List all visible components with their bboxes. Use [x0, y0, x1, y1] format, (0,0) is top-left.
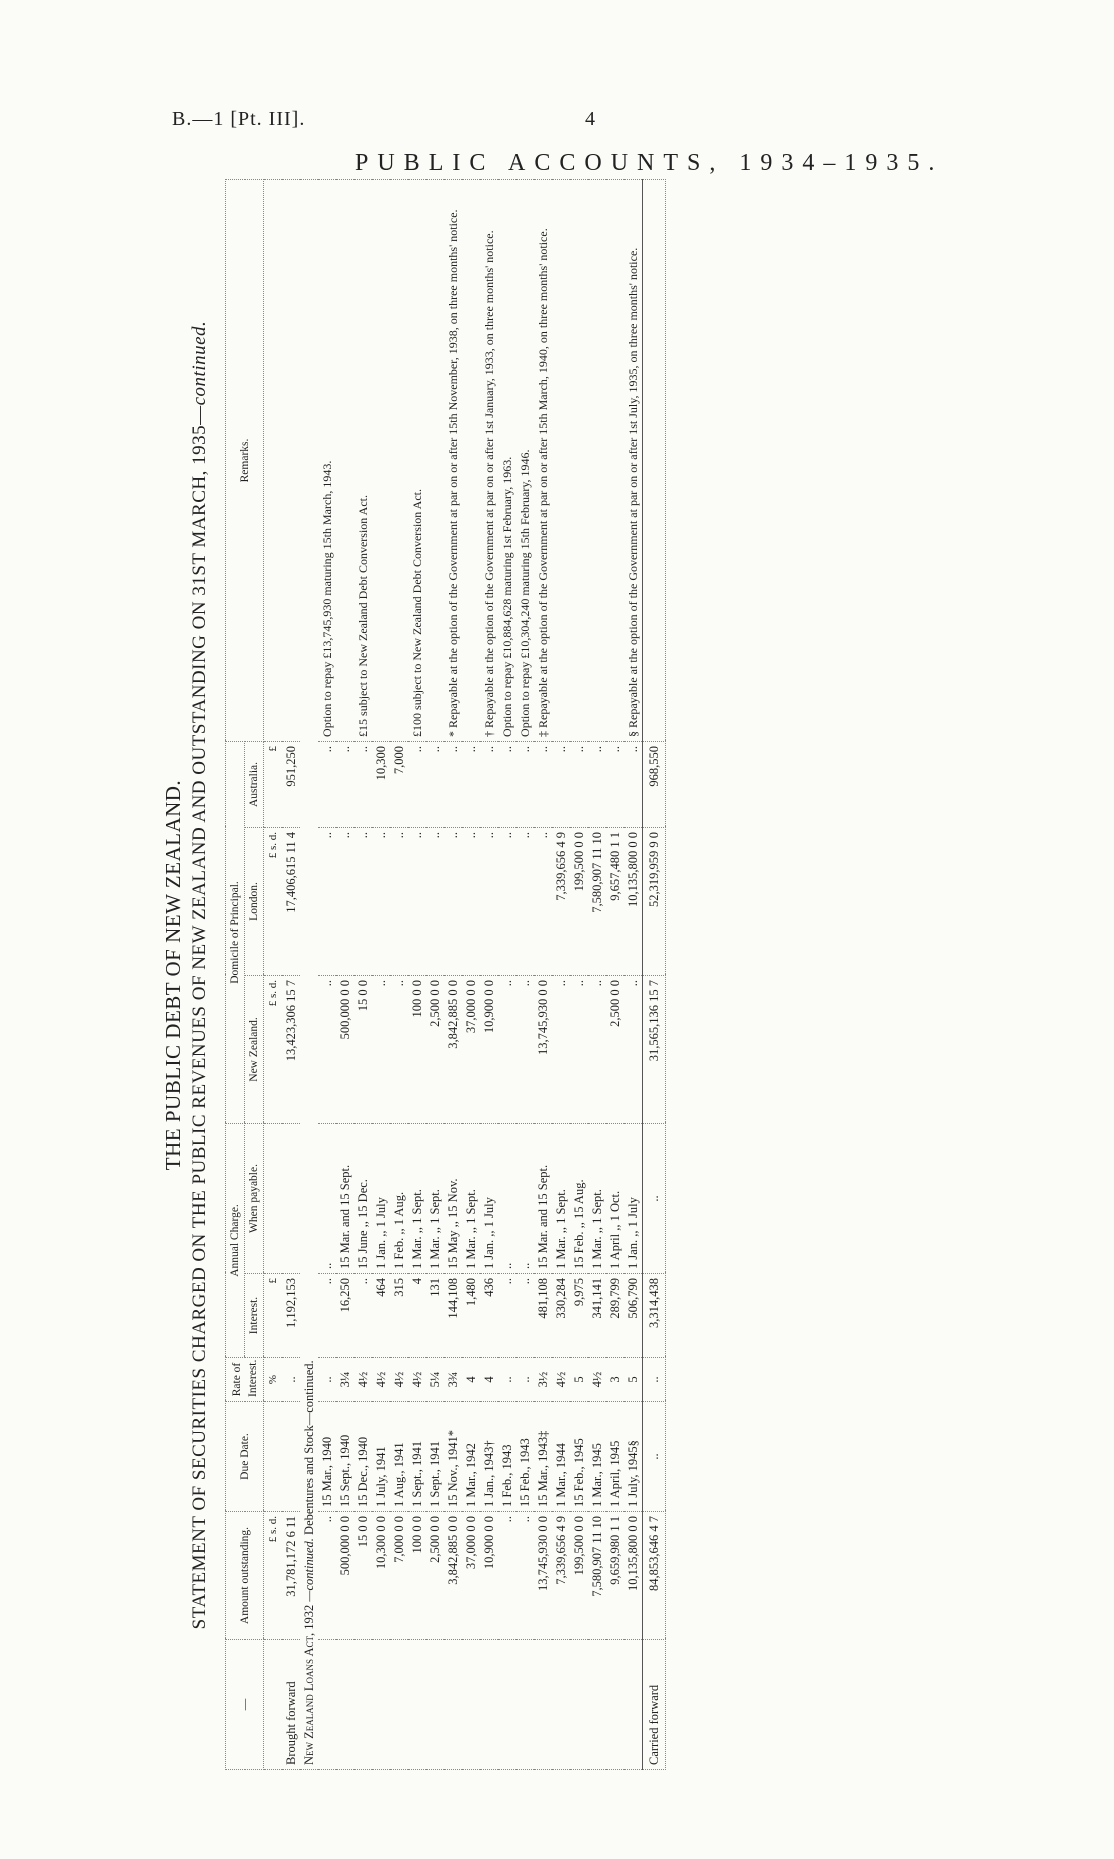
row-australia: .. [426, 741, 444, 827]
row-remark: † Repayable at the option of the Government at par on or after 1st January, 1933, on three months' notice. [480, 179, 498, 741]
act-heading-row [300, 179, 318, 1769]
row-london: .. [390, 827, 408, 975]
carried-forward-london: 52,319,959 9 0 [643, 827, 666, 975]
row-amount: 100 0 0 [408, 1512, 426, 1640]
header-london: London. [245, 827, 264, 975]
brought-forward-australia: 951,250 [282, 741, 300, 827]
row-new-zealand: 2,500 0 0 [606, 975, 624, 1123]
row-remark [390, 179, 408, 741]
row-rate: 4½ [588, 1358, 606, 1402]
row-remark: ‡ Repayable at the option of the Government at par on or after 15th March, 1940, on three months' notice. [534, 179, 552, 741]
row-due-date: 1 Mar., 1942 [462, 1402, 480, 1512]
carried-forward-amount: 84,853,646 4 7 [643, 1512, 666, 1640]
row-due-date: 1 Aug., 1941 [390, 1402, 408, 1512]
row-interest: 436 [480, 1274, 498, 1358]
brought-forward-amount: 31,781,172 6 11 [282, 1512, 300, 1640]
row-amount: 3,842,885 0 0 [444, 1512, 462, 1640]
row-australia: 10,300 [372, 741, 390, 827]
row-rate: 3¼ [336, 1358, 354, 1402]
row-when-payable: 15 June ,, 15 Dec. [354, 1123, 372, 1273]
act-subheading: Debentures and Stock—continued. [302, 1360, 316, 1535]
row-new-zealand: .. [570, 975, 588, 1123]
row-description [390, 1640, 408, 1770]
header-rate: Rate of Interest. [226, 1358, 264, 1402]
carried-forward-interest: 3,314,438 [643, 1274, 666, 1358]
carried-forward-remark [643, 179, 666, 741]
row-new-zealand: .. [588, 975, 606, 1123]
header-domicile: Domicile of Principal. [226, 741, 245, 1123]
header-annual-charge: Annual Charge. [226, 1123, 245, 1357]
row-description [444, 1640, 462, 1770]
row-amount: 199,500 0 0 [570, 1512, 588, 1640]
row-amount: 13,745,930 0 0 [534, 1512, 552, 1640]
row-description [516, 1640, 534, 1770]
row-london: 7,580,907 11 10 [588, 827, 606, 975]
row-when-payable: 1 Mar. ,, 1 Sept. [552, 1123, 570, 1273]
row-london: 7,339,656 4 9 [552, 827, 570, 975]
statement-title: THE PUBLIC DEBT OF NEW ZEALAND. [161, 779, 185, 1171]
row-australia: .. [462, 741, 480, 827]
row-amount: 10,300 0 0 [372, 1512, 390, 1640]
table-row [444, 179, 462, 1769]
units-new-zealand: £ s. d. [264, 975, 283, 1123]
row-interest: 144,108 [444, 1274, 462, 1358]
row-interest: 131 [426, 1274, 444, 1358]
header-amount: Amount outstanding. [226, 1512, 264, 1640]
act-heading [300, 179, 318, 1769]
row-description [336, 1640, 354, 1770]
table-row [498, 179, 516, 1769]
document-reference: B.—1 [Pt. III]. [172, 108, 306, 130]
brought-forward-interest: 1,192,153 [282, 1274, 300, 1358]
row-rate: 3½ [534, 1358, 552, 1402]
row-interest: 4 [408, 1274, 426, 1358]
row-interest: .. [354, 1274, 372, 1358]
row-rate: 4½ [552, 1358, 570, 1402]
table-row [462, 179, 480, 1769]
row-london: .. [354, 827, 372, 975]
row-amount: 10,900 0 0 [480, 1512, 498, 1640]
table-body [264, 179, 643, 1769]
row-description [426, 1640, 444, 1770]
row-new-zealand: .. [624, 975, 643, 1123]
row-australia: .. [408, 741, 426, 827]
row-rate: 5¼ [426, 1358, 444, 1402]
units-row [264, 179, 283, 1769]
row-when-payable: 1 Jan. ,, 1 July [372, 1123, 390, 1273]
row-london: 10,135,800 0 0 [624, 827, 643, 975]
row-new-zealand: .. [372, 975, 390, 1123]
row-when-payable: 15 Mar. and 15 Sept. [336, 1123, 354, 1273]
row-when-payable: 15 May ,, 15 Nov. [444, 1123, 462, 1273]
brought-forward-due [282, 1402, 300, 1512]
row-rate: .. [318, 1358, 336, 1402]
row-rate: 4½ [390, 1358, 408, 1402]
row-australia: .. [534, 741, 552, 827]
row-description [624, 1640, 643, 1770]
row-rate: .. [498, 1358, 516, 1402]
row-due-date: 1 Sept., 1941 [426, 1402, 444, 1512]
brought-forward-payable [282, 1123, 300, 1273]
row-when-payable: 1 Mar. ,, 1 Sept. [462, 1123, 480, 1273]
row-australia: .. [498, 741, 516, 827]
row-amount: 7,580,907 11 10 [588, 1512, 606, 1640]
table-row [354, 179, 372, 1769]
row-when-payable: .. [498, 1123, 516, 1273]
table-row [426, 179, 444, 1769]
row-due-date: 1 Feb., 1943 [498, 1402, 516, 1512]
row-interest: 1,480 [462, 1274, 480, 1358]
row-remark [426, 179, 444, 741]
table-row [480, 179, 498, 1769]
row-description [498, 1640, 516, 1770]
row-london: 9,657,480 1 1 [606, 827, 624, 975]
statement-subtitle-text: STATEMENT OF SECURITIES CHARGED ON THE PUBLIC REVENUES OF NEW ZEALAND AND OUTSTANDING ON 31ST MARCH, 1935— [189, 405, 210, 1630]
row-london: .. [372, 827, 390, 975]
row-rate: 4 [462, 1358, 480, 1402]
row-description [570, 1640, 588, 1770]
row-rate: 3 [606, 1358, 624, 1402]
units-cell [264, 1402, 283, 1512]
row-description [372, 1640, 390, 1770]
row-new-zealand: 3,842,885 0 0 [444, 975, 462, 1123]
row-remark: £15 subject to New Zealand Debt Conversion Act. [354, 179, 372, 741]
rotated-table-page [155, 180, 1035, 1770]
row-when-payable: 1 April ,, 1 Oct. [606, 1123, 624, 1273]
row-rate: .. [516, 1358, 534, 1402]
row-new-zealand: .. [498, 975, 516, 1123]
row-remark: § Repayable at the option of the Government at par on or after 1st July, 1935, on three months' notice. [624, 179, 643, 741]
row-australia: .. [588, 741, 606, 827]
row-amount: .. [498, 1512, 516, 1640]
row-description [480, 1640, 498, 1770]
row-new-zealand: 500,000 0 0 [336, 975, 354, 1123]
row-interest: 330,284 [552, 1274, 570, 1358]
brought-forward-row [282, 179, 300, 1769]
row-when-payable: 1 Feb. ,, 1 Aug. [390, 1123, 408, 1273]
units-cell [264, 1123, 283, 1273]
row-rate: 4½ [408, 1358, 426, 1402]
row-description [408, 1640, 426, 1770]
row-london: .. [534, 827, 552, 975]
table-row [606, 179, 624, 1769]
row-due-date: 1 Mar., 1945 [588, 1402, 606, 1512]
table-row [588, 179, 606, 1769]
row-interest: 506,790 [624, 1274, 643, 1358]
row-due-date: 15 Feb., 1945 [570, 1402, 588, 1512]
row-amount: 7,339,656 4 9 [552, 1512, 570, 1640]
row-rate: 4 [480, 1358, 498, 1402]
row-new-zealand: 100 0 0 [408, 975, 426, 1123]
row-interest: 341,141 [588, 1274, 606, 1358]
row-amount: 9,659,980 1 1 [606, 1512, 624, 1640]
row-amount: 7,000 0 0 [390, 1512, 408, 1640]
page-title: PUBLIC ACCOUNTS, 1934–1935. [355, 150, 944, 176]
header-due-date: Due Date. [226, 1402, 264, 1512]
carried-forward-rate: .. [643, 1358, 666, 1402]
row-interest: .. [318, 1274, 336, 1358]
row-when-payable: .. [516, 1123, 534, 1273]
row-london: .. [480, 827, 498, 975]
row-remark [570, 179, 588, 741]
row-london: .. [408, 827, 426, 975]
row-interest: 481,108 [534, 1274, 552, 1358]
row-remark: Option to repay £10,304,240 maturing 15th February, 1946. [516, 179, 534, 741]
row-remark: Option to repay £13,745,930 maturing 15th March, 1943. [318, 179, 336, 741]
row-london: .. [336, 827, 354, 975]
row-rate: 5 [624, 1358, 643, 1402]
header-interest: Interest. [245, 1274, 264, 1358]
brought-forward-rate: .. [282, 1358, 300, 1402]
table-row [372, 179, 390, 1769]
row-due-date: 1 Sept., 1941 [408, 1402, 426, 1512]
row-amount: 500,000 0 0 [336, 1512, 354, 1640]
header-australia: Australia. [245, 741, 264, 827]
row-remark: Option to repay £10,884,628 maturing 1st February, 1963. [498, 179, 516, 741]
row-australia: .. [624, 741, 643, 827]
row-interest: 9,975 [570, 1274, 588, 1358]
units-amount: £ s. d. [264, 1512, 283, 1640]
table-row [408, 179, 426, 1769]
row-london: .. [498, 827, 516, 975]
row-when-payable: 1 Jan. ,, 1 July [480, 1123, 498, 1273]
row-new-zealand: 15 0 0 [354, 975, 372, 1123]
row-remark [372, 179, 390, 741]
act-name: New Zealand Loans Act, 1932 [302, 1604, 316, 1765]
table-row [624, 179, 643, 1769]
row-interest: .. [516, 1274, 534, 1358]
row-new-zealand: 2,500 0 0 [426, 975, 444, 1123]
row-amount: .. [516, 1512, 534, 1640]
row-description [318, 1640, 336, 1770]
header-when-payable: When payable. [245, 1123, 264, 1273]
row-australia: .. [354, 741, 372, 827]
carried-forward-label: Carried forward [643, 1640, 666, 1770]
row-rate: 5 [570, 1358, 588, 1402]
row-when-payable: 1 Mar. ,, 1 Sept. [426, 1123, 444, 1273]
units-london: £ s. d. [264, 827, 283, 975]
carried-forward-australia: 968,550 [643, 741, 666, 827]
carried-forward-row [643, 179, 666, 1769]
row-interest: 464 [372, 1274, 390, 1358]
row-rate: 4½ [354, 1358, 372, 1402]
units-cell [264, 1640, 283, 1770]
row-description [552, 1640, 570, 1770]
row-remark [336, 179, 354, 741]
row-interest: 16,250 [336, 1274, 354, 1358]
row-new-zealand: 37,000 0 0 [462, 975, 480, 1123]
table-row [552, 179, 570, 1769]
brought-forward-london: 17,406,615 11 4 [282, 827, 300, 975]
row-description [462, 1640, 480, 1770]
statement-subtitle-suffix: continued. [189, 320, 210, 406]
table-row [570, 179, 588, 1769]
header-description: — [226, 1640, 264, 1770]
carried-forward-due: .. [643, 1402, 666, 1512]
table-row [516, 179, 534, 1769]
row-when-payable: .. [318, 1123, 336, 1273]
units-cell [264, 179, 283, 741]
row-london: .. [462, 827, 480, 975]
header-remarks: Remarks. [226, 179, 264, 741]
row-australia: .. [444, 741, 462, 827]
act-continued: —continued. [302, 1538, 316, 1602]
row-remark: £100 subject to New Zealand Debt Conversion Act. [408, 179, 426, 741]
row-rate: 3¾ [444, 1358, 462, 1402]
header-new-zealand: New Zealand. [245, 975, 264, 1123]
row-due-date: 15 Feb., 1943 [516, 1402, 534, 1512]
brought-forward-remark [282, 179, 300, 741]
brought-forward-nz: 13,423,306 15 7 [282, 975, 300, 1123]
row-australia: .. [516, 741, 534, 827]
row-remark [462, 179, 480, 741]
row-new-zealand: .. [318, 975, 336, 1123]
carried-forward-payable: .. [643, 1123, 666, 1273]
row-due-date: 1 July, 1941 [372, 1402, 390, 1512]
row-australia: .. [552, 741, 570, 827]
row-interest: .. [498, 1274, 516, 1358]
row-when-payable: 1 Mar. ,, 1 Sept. [408, 1123, 426, 1273]
row-description [534, 1640, 552, 1770]
row-new-zealand: .. [552, 975, 570, 1123]
row-description [588, 1640, 606, 1770]
table-footer [643, 179, 666, 1769]
table-row [336, 179, 354, 1769]
row-when-payable: 15 Mar. and 15 Sept. [534, 1123, 552, 1273]
row-due-date: 15 Mar., 1943‡ [534, 1402, 552, 1512]
row-due-date: 15 Dec., 1940 [354, 1402, 372, 1512]
brought-forward-label: Brought forward [282, 1640, 300, 1770]
row-when-payable: 1 Mar. ,, 1 Sept. [588, 1123, 606, 1273]
table-row [318, 179, 336, 1769]
row-amount: 15 0 0 [354, 1512, 372, 1640]
table-row [534, 179, 552, 1769]
row-australia: .. [606, 741, 624, 827]
carried-forward-nz: 31,565,136 15 7 [643, 975, 666, 1123]
row-due-date: 1 Jan., 1943† [480, 1402, 498, 1512]
row-new-zealand: 13,745,930 0 0 [534, 975, 552, 1123]
row-remark [588, 179, 606, 741]
row-london: .. [426, 827, 444, 975]
row-due-date: 1 Mar., 1944 [552, 1402, 570, 1512]
row-rate: 4½ [372, 1358, 390, 1402]
row-due-date: 1 July, 1945§ [624, 1402, 643, 1512]
row-when-payable: 1 Jan. ,, 1 July [624, 1123, 643, 1273]
row-amount: 10,135,800 0 0 [624, 1512, 643, 1640]
row-interest: 315 [390, 1274, 408, 1358]
row-amount: .. [318, 1512, 336, 1640]
row-australia: 7,000 [390, 741, 408, 827]
row-london: .. [318, 827, 336, 975]
row-australia: .. [480, 741, 498, 827]
public-debt-table [225, 179, 666, 1770]
row-london: .. [444, 827, 462, 975]
row-new-zealand: .. [390, 975, 408, 1123]
row-description [606, 1640, 624, 1770]
row-due-date: 15 Mar., 1940 [318, 1402, 336, 1512]
row-interest: 289,799 [606, 1274, 624, 1358]
row-amount: 2,500 0 0 [426, 1512, 444, 1640]
row-new-zealand: 10,900 0 0 [480, 975, 498, 1123]
row-remark: * Repayable at the option of the Government at par on or after 15th November, 1938, on three months' notice. [444, 179, 462, 741]
row-london: .. [516, 827, 534, 975]
row-amount: 37,000 0 0 [462, 1512, 480, 1640]
row-when-payable: 15 Feb. ,, 15 Aug. [570, 1123, 588, 1273]
row-remark [606, 179, 624, 741]
row-australia: .. [336, 741, 354, 827]
statement-subtitle [189, 180, 211, 1770]
row-australia: .. [570, 741, 588, 827]
row-remark [552, 179, 570, 741]
row-london: 199,500 0 0 [570, 827, 588, 975]
table-row [390, 179, 408, 1769]
units-interest: £ [264, 1274, 283, 1358]
row-due-date: 15 Nov., 1941* [444, 1402, 462, 1512]
row-australia: .. [318, 741, 336, 827]
row-due-date: 15 Sept., 1940 [336, 1402, 354, 1512]
units-australia: £ [264, 741, 283, 827]
units-rate: % [264, 1358, 283, 1402]
page-number: 4 [585, 108, 596, 130]
row-description [354, 1640, 372, 1770]
row-due-date: 1 April, 1945 [606, 1402, 624, 1512]
row-new-zealand: .. [516, 975, 534, 1123]
